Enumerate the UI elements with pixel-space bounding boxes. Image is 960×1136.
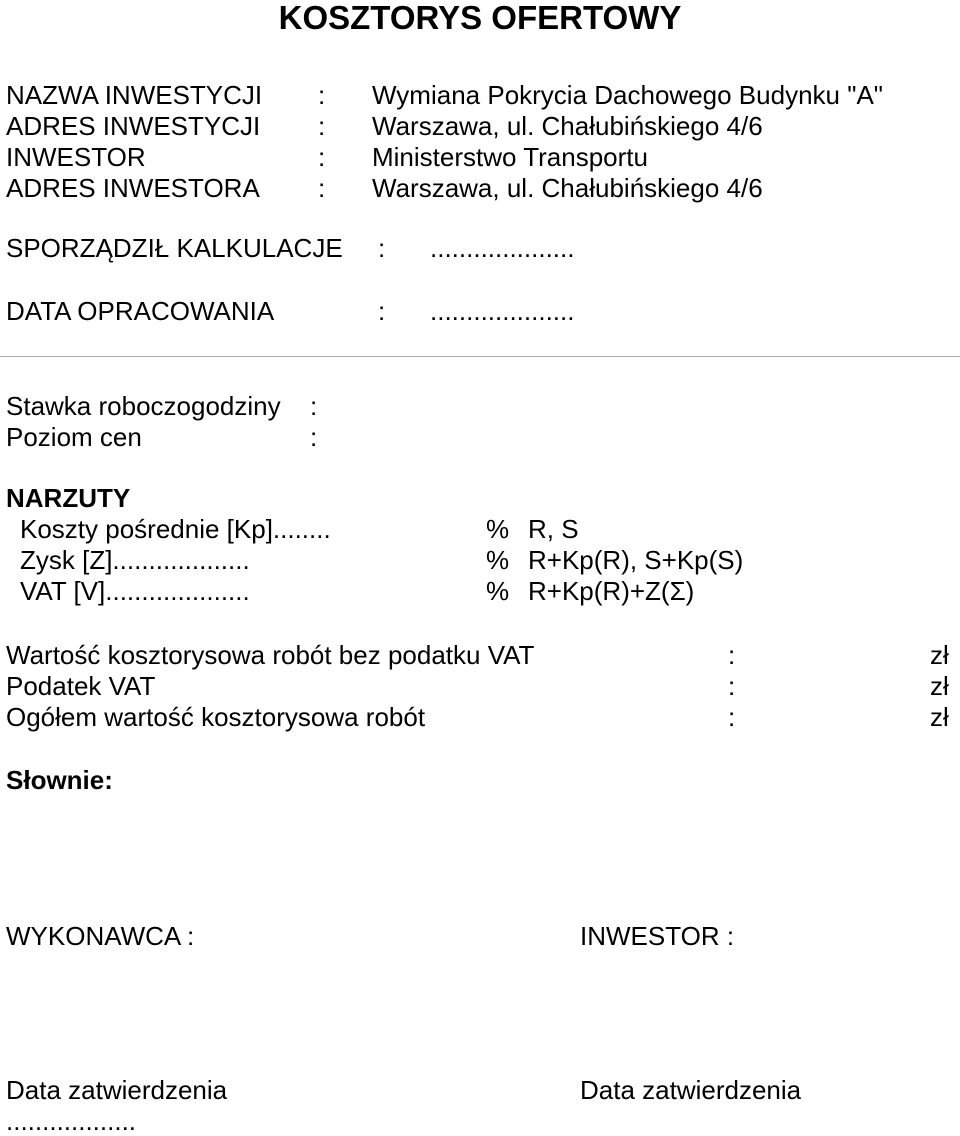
prepared-by-sep: : [378,233,386,263]
total-sep: : [728,640,736,670]
project-row-label: ADRES INWESTORA [6,173,260,203]
date-value: .................... [430,296,575,326]
contractor-date-label: Data zatwierdzenia [6,1075,228,1105]
prepared-by-value: .................... [430,233,575,263]
divider [0,356,960,357]
total-label: Wartość kosztorysowa robót bez podatku VAT [6,640,535,670]
page-title: KOSZTORYS OFERTOWY [278,0,682,36]
total-currency: zł [930,702,949,732]
prepared-by-label: SPORZĄDZIŁ KALKULACJE [6,233,343,263]
surcharges-heading: NARZUTY [6,483,131,513]
investor-date-label: Data zatwierdzenia [580,1075,802,1105]
project-row-sep: : [318,142,326,172]
labor-rate-sep: : [310,391,318,421]
contractor-label: WYKONAWCA : [6,921,195,951]
in-words-label: Słownie: [6,765,113,795]
surcharge-unit: % [486,545,510,575]
total-label: Ogółem wartość kosztorysowa robót [6,702,426,732]
price-level-sep: : [310,422,318,452]
surcharge-label: Zysk [Z]................... [20,545,250,575]
total-currency: zł [930,671,949,701]
surcharge-unit: % [486,514,510,544]
project-row-label: NAZWA INWESTYCJI [6,80,263,110]
project-row-sep: : [318,111,326,141]
project-row-sep: : [318,80,326,110]
project-row-value: Ministerstwo Transportu [372,142,648,172]
surcharge-unit: % [486,576,510,606]
total-currency: zł [930,640,949,670]
project-row-sep: : [318,173,326,203]
project-row-value: Warszawa, ul. Chałubińskiego 4/6 [372,173,763,203]
surcharge-label: VAT [V].................... [20,576,250,606]
surcharge-label: Koszty pośrednie [Kp]........ [20,514,331,544]
project-row-value: Wymiana Pokrycia Dachowego Budynku "A" [372,80,884,110]
surcharge-basis: R+Kp(R), S+Kp(S) [528,545,744,575]
surcharge-basis: R, S [528,514,579,544]
price-level-label: Poziom cen [6,422,142,452]
surcharge-basis: R+Kp(R)+Z(Σ) [528,576,695,606]
date-sep: : [378,296,386,326]
labor-rate-label: Stawka roboczogodziny [6,391,281,421]
project-row-value: Warszawa, ul. Chałubińskiego 4/6 [372,111,763,141]
total-sep: : [728,702,736,732]
investor-label: INWESTOR : [580,921,735,951]
total-sep: : [728,671,736,701]
total-label: Podatek VAT [6,671,156,701]
contractor-date-value: .................. [6,1106,137,1136]
project-row-label: ADRES INWESTYCJI [6,111,261,141]
project-row-label: INWESTOR [6,142,146,172]
date-label: DATA OPRACOWANIA [6,296,275,326]
